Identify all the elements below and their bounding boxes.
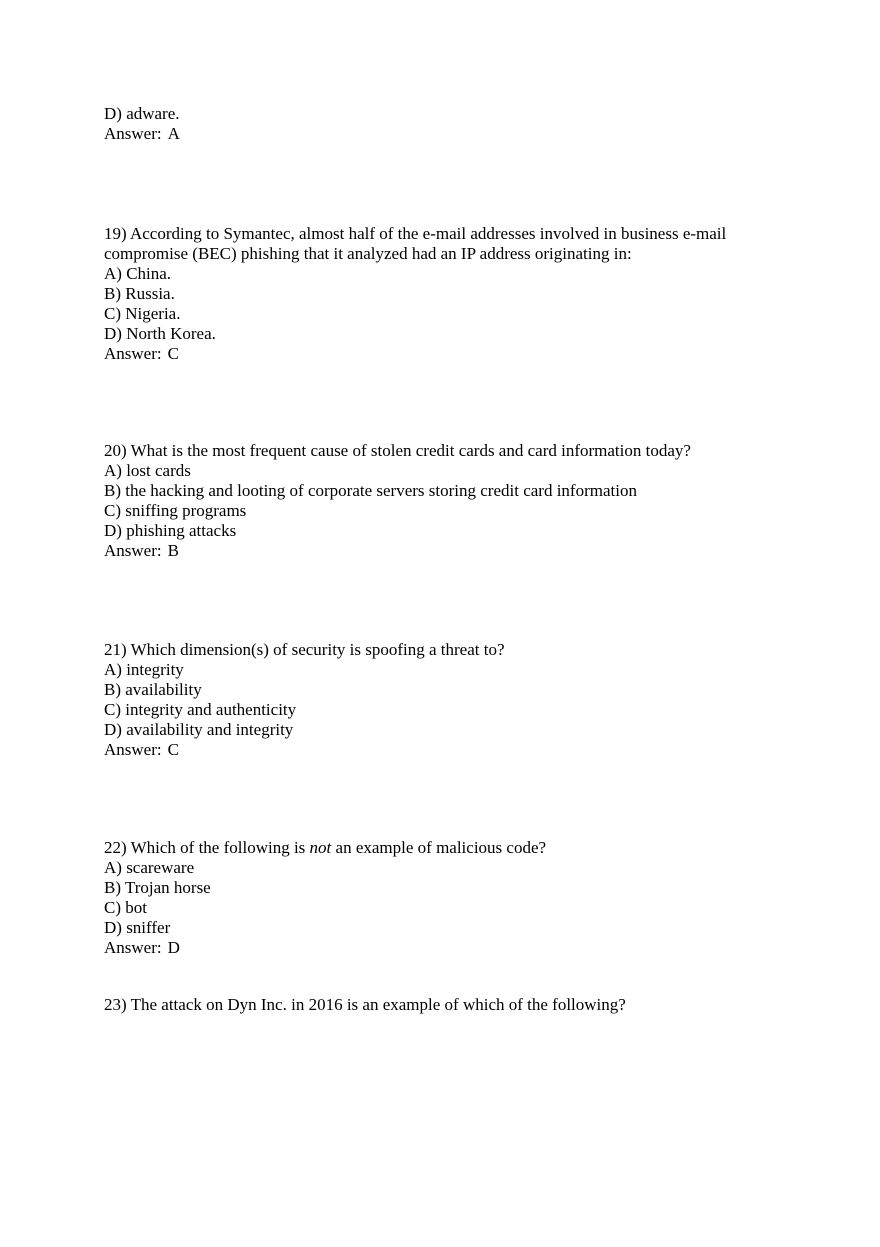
option-b: B) the hacking and looting of corporate servers storing credit card information — [104, 481, 637, 500]
question-19 — [104, 224, 784, 364]
answer-label: Answer: — [104, 124, 162, 143]
question-text-end: an example of malicious code? — [331, 838, 547, 857]
previous-question-tail — [104, 104, 784, 144]
question-emphasis: not — [309, 838, 332, 857]
answer-label: Answer: — [104, 740, 162, 759]
answer-line — [104, 740, 784, 760]
option-a: A) integrity — [104, 660, 184, 679]
option-a: A) scareware — [104, 858, 195, 877]
option-a: A) lost cards — [104, 461, 191, 480]
answer-value: A — [167, 124, 180, 143]
question-text-line-1: 19) According to Symantec, almost half of the e-mail addresses involved in business e-mail — [104, 224, 727, 243]
option-d: D) sniffer — [104, 918, 171, 937]
answer-label: Answer: — [104, 938, 162, 957]
option-c: C) bot — [104, 898, 147, 917]
question-21 — [104, 640, 784, 760]
answer-line — [104, 938, 784, 958]
option-c: C) integrity and authenticity — [104, 700, 297, 719]
option-b: B) Trojan horse — [104, 878, 211, 897]
question-text: 23) The attack on Dyn Inc. in 2016 is an example of which of the following? — [104, 995, 626, 1014]
option-d: D) North Korea. — [104, 324, 216, 343]
answer-line — [104, 344, 784, 364]
answer-label: Answer: — [104, 344, 162, 363]
option-d: D) availability and integrity — [104, 720, 294, 739]
option-b: B) Russia. — [104, 284, 175, 303]
answer-value: B — [167, 541, 179, 560]
answer-value: D — [167, 938, 180, 957]
option-c: C) sniffing programs — [104, 501, 247, 520]
question-text-line-2: compromise (BEC) phishing that it analyzed had an IP address originating in: — [104, 244, 632, 263]
question-text: 21) Which dimension(s) of security is spoofing a threat to? — [104, 640, 505, 659]
option-b: B) availability — [104, 680, 202, 699]
question-text: 20) What is the most frequent cause of stolen credit cards and card information today? — [104, 441, 691, 460]
option-c: C) Nigeria. — [104, 304, 181, 323]
option-d: D) adware. — [104, 104, 180, 123]
question-22 — [104, 838, 784, 958]
question-text — [104, 838, 784, 858]
answer-label: Answer: — [104, 541, 162, 560]
question-text-start: 22) Which of the following is — [104, 838, 310, 857]
answer-value: C — [167, 740, 179, 759]
question-20 — [104, 441, 784, 561]
answer-line — [104, 541, 784, 561]
option-a: A) China. — [104, 264, 172, 283]
answer-value: C — [167, 344, 179, 363]
answer-line — [104, 124, 784, 144]
question-23 — [104, 995, 784, 1015]
option-d: D) phishing attacks — [104, 521, 237, 540]
